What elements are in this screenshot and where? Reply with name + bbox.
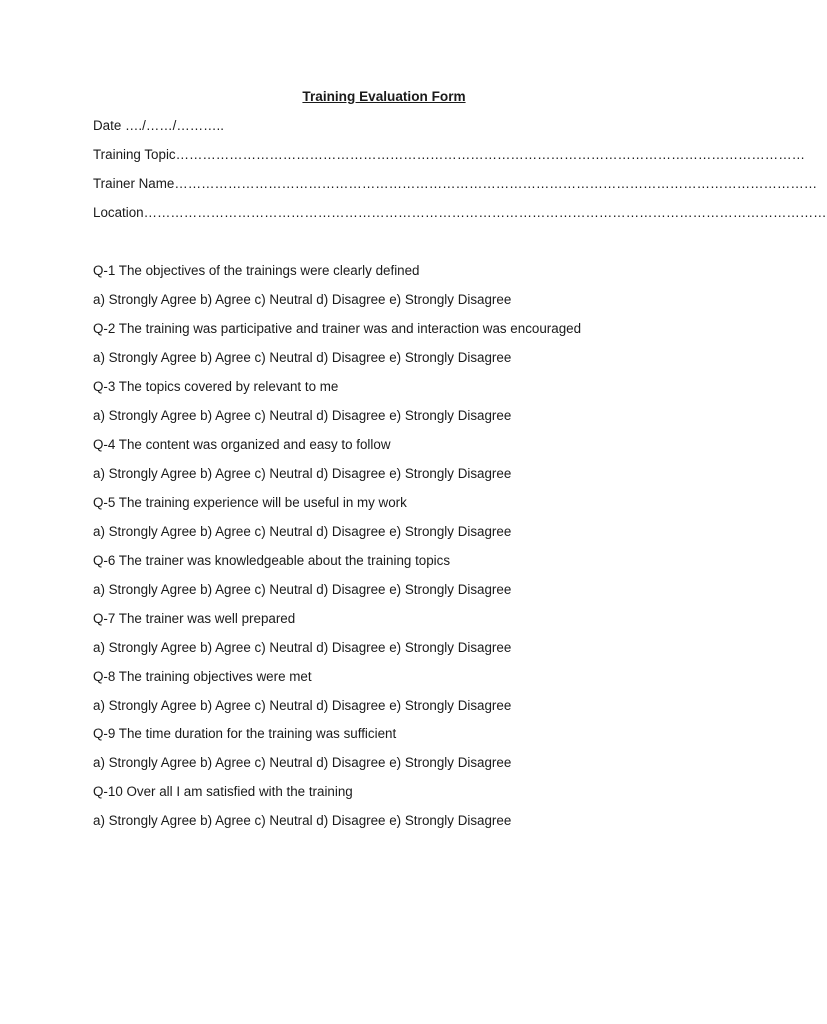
question-8: Q-8 The training objectives were met [93, 669, 312, 684]
question-4: Q-4 The content was organized and easy to follow [93, 437, 391, 452]
trainer-name-field: Trainer Name……………………………………………………………………………………………………………………………… [93, 176, 818, 191]
question-3-options: a) Strongly Agree b) Agree c) Neutral d) Disagree e) Strongly Disagree [93, 408, 512, 423]
question-10: Q-10 Over all I am satisfied with the training [93, 784, 353, 799]
question-3: Q-3 The topics covered by relevant to me [93, 379, 339, 394]
form-title: Training Evaluation Form [302, 89, 466, 104]
question-6-options: a) Strongly Agree b) Agree c) Neutral d) Disagree e) Strongly Disagree [93, 582, 512, 597]
question-8-options: a) Strongly Agree b) Agree c) Neutral d) Disagree e) Strongly Disagree [93, 698, 512, 713]
question-9: Q-9 The time duration for the training was sufficient [93, 726, 397, 741]
date-field: Date …./……/……….. [93, 118, 224, 133]
question-9-options: a) Strongly Agree b) Agree c) Neutral d) Disagree e) Strongly Disagree [93, 755, 512, 770]
question-5: Q-5 The training experience will be useful in my work [93, 495, 407, 510]
question-6: Q-6 The trainer was knowledgeable about the training topics [93, 553, 451, 568]
question-2: Q-2 The training was participative and trainer was and interaction was encouraged [93, 321, 582, 336]
question-10-options: a) Strongly Agree b) Agree c) Neutral d) Disagree e) Strongly Disagree [93, 813, 512, 828]
question-7: Q-7 The trainer was well prepared [93, 611, 296, 626]
training-topic-field: Training Topic…………………………………………………………………………………………………………………………… [93, 147, 805, 162]
question-2-options: a) Strongly Agree b) Agree c) Neutral d) Disagree e) Strongly Disagree [93, 350, 512, 365]
question-7-options: a) Strongly Agree b) Agree c) Neutral d) Disagree e) Strongly Disagree [93, 640, 512, 655]
question-1: Q-1 The objectives of the trainings were clearly defined [93, 263, 420, 278]
location-field: Location……………………………………………………………………………………………………………………………………… [93, 205, 827, 220]
question-1-options: a) Strongly Agree b) Agree c) Neutral d) Disagree e) Strongly Disagree [93, 292, 512, 307]
question-4-options: a) Strongly Agree b) Agree c) Neutral d) Disagree e) Strongly Disagree [93, 466, 512, 481]
question-5-options: a) Strongly Agree b) Agree c) Neutral d) Disagree e) Strongly Disagree [93, 524, 512, 539]
